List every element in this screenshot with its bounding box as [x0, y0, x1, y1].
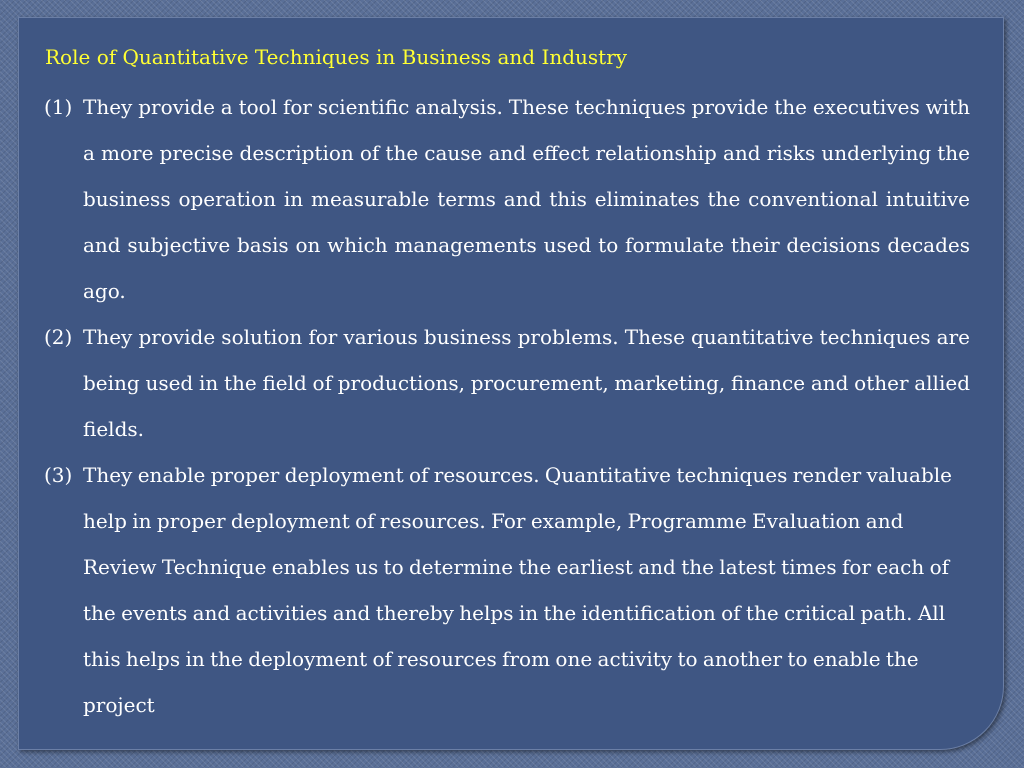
list-item-1 — [44, 84, 970, 314]
point-text: They enable proper deployment of resources. Quantitative techniques render valuable help in proper deployment of resources. For example, Programme Evaluation and Review Technique enables us to determine the earliest and the latest times for each of the events and activities and thereby helps in the identification of the critical path. All this helps in the deployment of resources from one activity to another to enable the project — [83, 463, 952, 717]
point-number: (1) — [44, 95, 73, 119]
list-item-3 — [44, 452, 970, 728]
list-item-2 — [44, 314, 970, 452]
point-text: They provide solution for various business problems. These quantitative techniques are being used in the field of productions, procurement, marketing, finance and other allied fields. — [83, 325, 970, 441]
point-list — [44, 84, 970, 728]
point-number: (3) — [44, 463, 73, 487]
point-text: They provide a tool for scientific analysis. These techniques provide the executives with a more precise description of the cause and effect relationship and risks underlying the business operation in measurable terms and this eliminates the conventional intuitive and subjective basis on which managements used to formulate their decisions decades ago. — [83, 95, 970, 303]
point-number: (2) — [44, 325, 73, 349]
slide-title: Role of Quantitative Techniques in Business and Industry — [45, 45, 628, 69]
